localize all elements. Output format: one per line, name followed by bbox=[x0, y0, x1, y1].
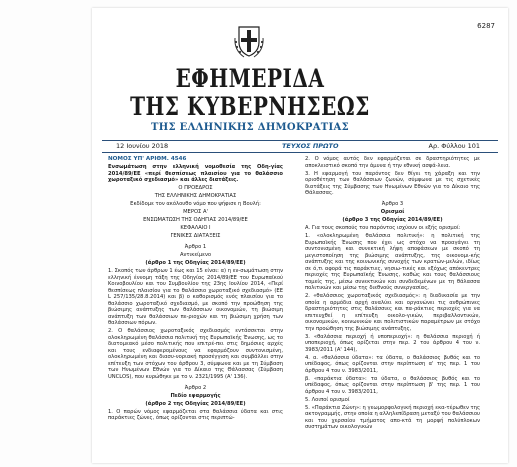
article-2-title: Πεδίο εφαρμογής bbox=[170, 392, 221, 399]
definition-5-heading: 5. Λοιποί ορισμοί bbox=[305, 396, 350, 403]
part-heading: ΜΕΡΟΣ Α' bbox=[183, 209, 208, 215]
article-1-paragraph-2: 2. Ο θαλάσσιος χωροταξικός σχεδιασμός εντάσσεται στην ολοκληρωμένη θαλάσσια πολιτική της Ευρωπαϊκής Ένωσης, ως το διατομεακό μέσο πολιτικής που επιτρέ-πει στις δημόσιες αρχές και τους ενδιαφερομένους να εφαρμόζουν συντονισμένη, ολοκληρωμένη και διασυ-νοριακή προσέγγιση και συμβάλλει στην επίτευξη των στόχων του άρθρου 3, σύμφωνα και με τη Σύμβαση των Ηνωμένων Εθνών για το Δίκαιο της Θάλασσας (Σύμβαση UNCLOS), που κυρώθηκε με το ν. 2321/1995 (Α' 136). bbox=[108, 328, 283, 380]
coat-of-arms-icon bbox=[232, 24, 266, 58]
issue-date: 12 Ιουνίου 2018 bbox=[116, 142, 169, 150]
left-column bbox=[108, 156, 283, 423]
law-title: Ενσωμάτωση στην ελληνική νομοθεσία της Οδη-γίας 2014/89/ΕΕ «περί θεσπίσεως πλαισίου για το θαλάσσιο χωροταξικό σχεδιασμό» και άλλες διατάξεις. bbox=[108, 164, 283, 183]
article-1-heading: Άρθρο 1 bbox=[184, 244, 207, 250]
issue-bar bbox=[102, 140, 498, 153]
article-1-reference: (άρθρο 1 της Οδηγίας 2014/89/ΕΕ) bbox=[145, 260, 246, 266]
definition-5: 5. «Παράκτια Ζώνη»: η γεωμορφολογική περιοχή εκα-τέρωθεν της ακτογραμμής, στην οποία η αλληλεπίδραση μεταξύ του θαλάσσιου και του χερσαίου τμήματος απο-κτά τη μορφή πολύπλοκων συστημάτων οικολογικών bbox=[305, 404, 480, 430]
part-title: ΕΝΣΩΜΑΤΩΣΗ ΤΗΣ ΟΔΗΓΙΑΣ 2014/89/ΕΕ bbox=[143, 217, 248, 223]
issue-volume: ΤΕΥΧΟΣ ΠΡΩΤΟ bbox=[282, 142, 339, 150]
definition-4b: β. «παράκτια ύδατα»: τα ύδατα, ο θαλάσσιος βυθός και το υπέδαφος, όπως ορίζονται στην περίπτωση β' της περ. 1 του άρθρου 4 του ν. 3983/2011, bbox=[305, 375, 480, 395]
chapter-title: ΓΕΝΙΚΕΣ ΔΙΑΤΑΞΕΙΣ bbox=[170, 233, 221, 239]
article-1-title: Αντικείμενο bbox=[179, 252, 212, 258]
definition-1: 1. «ολοκληρωμένη θαλάσσια πολιτική»: η πολιτική της Ευρωπαϊκής Ένωσης που έχει ως στόχο να προαγάγει τη συντονισμένη και συνεκτική λήψη αποφάσεων με σκοπό τη μεγιστοποίηση της βιώσιμης ανάπτυξης, της οικονομι-κής ανάπτυξης και της κοινωνικής συνοχής των κρατών-μελών, ιδίως σε ό,τι αφορά τις παράκτιες, νησιω-τικές και εξόχως απόκεντρες περιοχές της Ευρωπαϊκής Ένωσης, καθώς και τους θαλάσσιους τομείς της, μέσω συνεκτικών και συνδεδεμένων με τη θάλασσα πολιτικών και μέσω της διεθνούς συνεργασίας, bbox=[305, 233, 480, 291]
article-2-paragraph-1: 1. Ο παρών νόμος εφαρμόζεται στα θαλάσσια ύδατα και στις παράκτιες ζώνες, όπως ορίζονται στις περιπτώ- bbox=[108, 408, 283, 421]
president-heading: Ο ΠΡΟΕΔΡΟΣ bbox=[178, 185, 213, 191]
definition-4a: 4. α. «θαλάσσια ύδατα»: τα ύδατα, ο θαλάσσιος βυθός και το υπέδαφος, όπως ορίζονται στην περίπτωση α' της περ. 1 του άρθρου 4 του ν. 3983/2011, bbox=[305, 354, 480, 374]
definition-2: 2. «θαλάσσιος χωροταξικός σχεδιασμός»: η διαδικασία με την οποία η αρμόδια αρχή αναλύει και οργανώνει τις ανθρώπινες δραστηριότητες στις θαλάσσιες και πα-ράκτιες περιοχές για να επιτευχθεί η επίτευξη οικολο-γικών, περιβαλλοντικών, οικονομικών, κοινωνικών και πολιτιστικών παραμέτρων με στόχο την προώθηση της βιώσιμης ανάπτυξης, bbox=[305, 293, 480, 332]
gazette-title-line2: ΤΗΣ ΚΥΒΕΡΝΗΣΕΩΣ bbox=[130, 91, 370, 121]
law-number: ΝΟΜΟΣ ΥΠ' ΑΡΙΘΜ. 4546 bbox=[108, 156, 187, 162]
right-paragraph-2: 3. Η εφαρμογή του παρόντος δεν θίγει τη χάραξη και την οριοθέτηση των θαλάσσιων ζωνών, σύμφωνα με τις σχετικές διατάξεις της Σύμβασης των Ηνωμένων Εθνών για το Δίκαιο της Θάλασσας. bbox=[305, 170, 480, 196]
promulgation-text: Εκδίδομε τον ακόλουθο νόμο που ψήφισε η Βουλή: bbox=[130, 201, 261, 207]
republic-heading: ΤΗΣ ΕΛΛΗΝΙΚΗΣ ΔΗΜΟΚΡΑΤΙΑΣ bbox=[154, 193, 237, 199]
right-paragraph-1: 2. Ο νόμος αυτός δεν εφαρμόζεται σε δραστηριότητες με αποκλειστικό σκοπό την άμυνα ή την εθνική ασφά-λεια. bbox=[305, 156, 480, 169]
document-number: 6287 bbox=[477, 22, 495, 30]
article-3-title: Ορισμοί bbox=[380, 209, 405, 215]
article-3-reference: (άρθρο 3 της Οδηγίας 2014/89/ΕΕ) bbox=[342, 217, 443, 223]
article-1-paragraph-1: 1. Σκοπός των άρθρων 1 έως και 15 είναι: α) η εν-σωμάτωση στην ελληνική έννομη τάξη της Οδηγίας 2014/89/ΕΕ του Ευρωπαϊκού Κοινοβουλίου και του Συμβουλίου της 23ης Ιουλίου 2014, «Περί θεσπίσεως πλαισίου για το θαλάσσιο χωροταξικό σχεδιασμό» (EE L 257/135/28.8.2014) και β) ο καθορισμός ενός πλαισίου για το θαλάσσιο χωροταξικό σχεδιασμό, με σκοπό την προώθηση της βιώσιμης ανάπτυξης των θαλάσσιων οικονομιών, τη βιώσιμη ανάπτυξη των θαλάσσιων πε-ριοχών και τη βιώσιμη χρήση των θαλάσσιων πόρων. bbox=[108, 268, 283, 326]
issue-sheet-number: Αρ. Φύλλου 101 bbox=[428, 142, 480, 150]
right-column bbox=[305, 156, 480, 432]
chapter-heading: ΚΕΦΑΛΑΙΟ Ι bbox=[180, 225, 211, 231]
definition-3: 3. «θαλάσσια περιοχή ή υποπεριοχή»: η θαλάσσια περιοχή ή υποπεριοχή, όπως ορίζεται στην περ. 2 του άρθρου 4 του ν. 3983/2011 (Α' 144), bbox=[305, 333, 480, 353]
definitions-intro: Α. Για τους σκοπούς του παρόντος ισχύουν οι εξής ορισμοί: bbox=[305, 225, 461, 231]
article-2-heading: Άρθρο 2 bbox=[184, 384, 207, 391]
article-3-heading: Άρθρο 3 bbox=[381, 201, 404, 207]
gazette-title-line1: ΕΦΗΜΕΡΙΔΑ bbox=[175, 63, 325, 93]
gazette-subtitle: ΤΗΣ ΕΛΛΗΝΙΚΗΣ ΔΗΜΟΚΡΑΤΙΑΣ bbox=[151, 122, 349, 133]
article-2-reference: (άρθρο 2 της Οδηγίας 2014/89/ΕΕ) bbox=[145, 400, 246, 407]
